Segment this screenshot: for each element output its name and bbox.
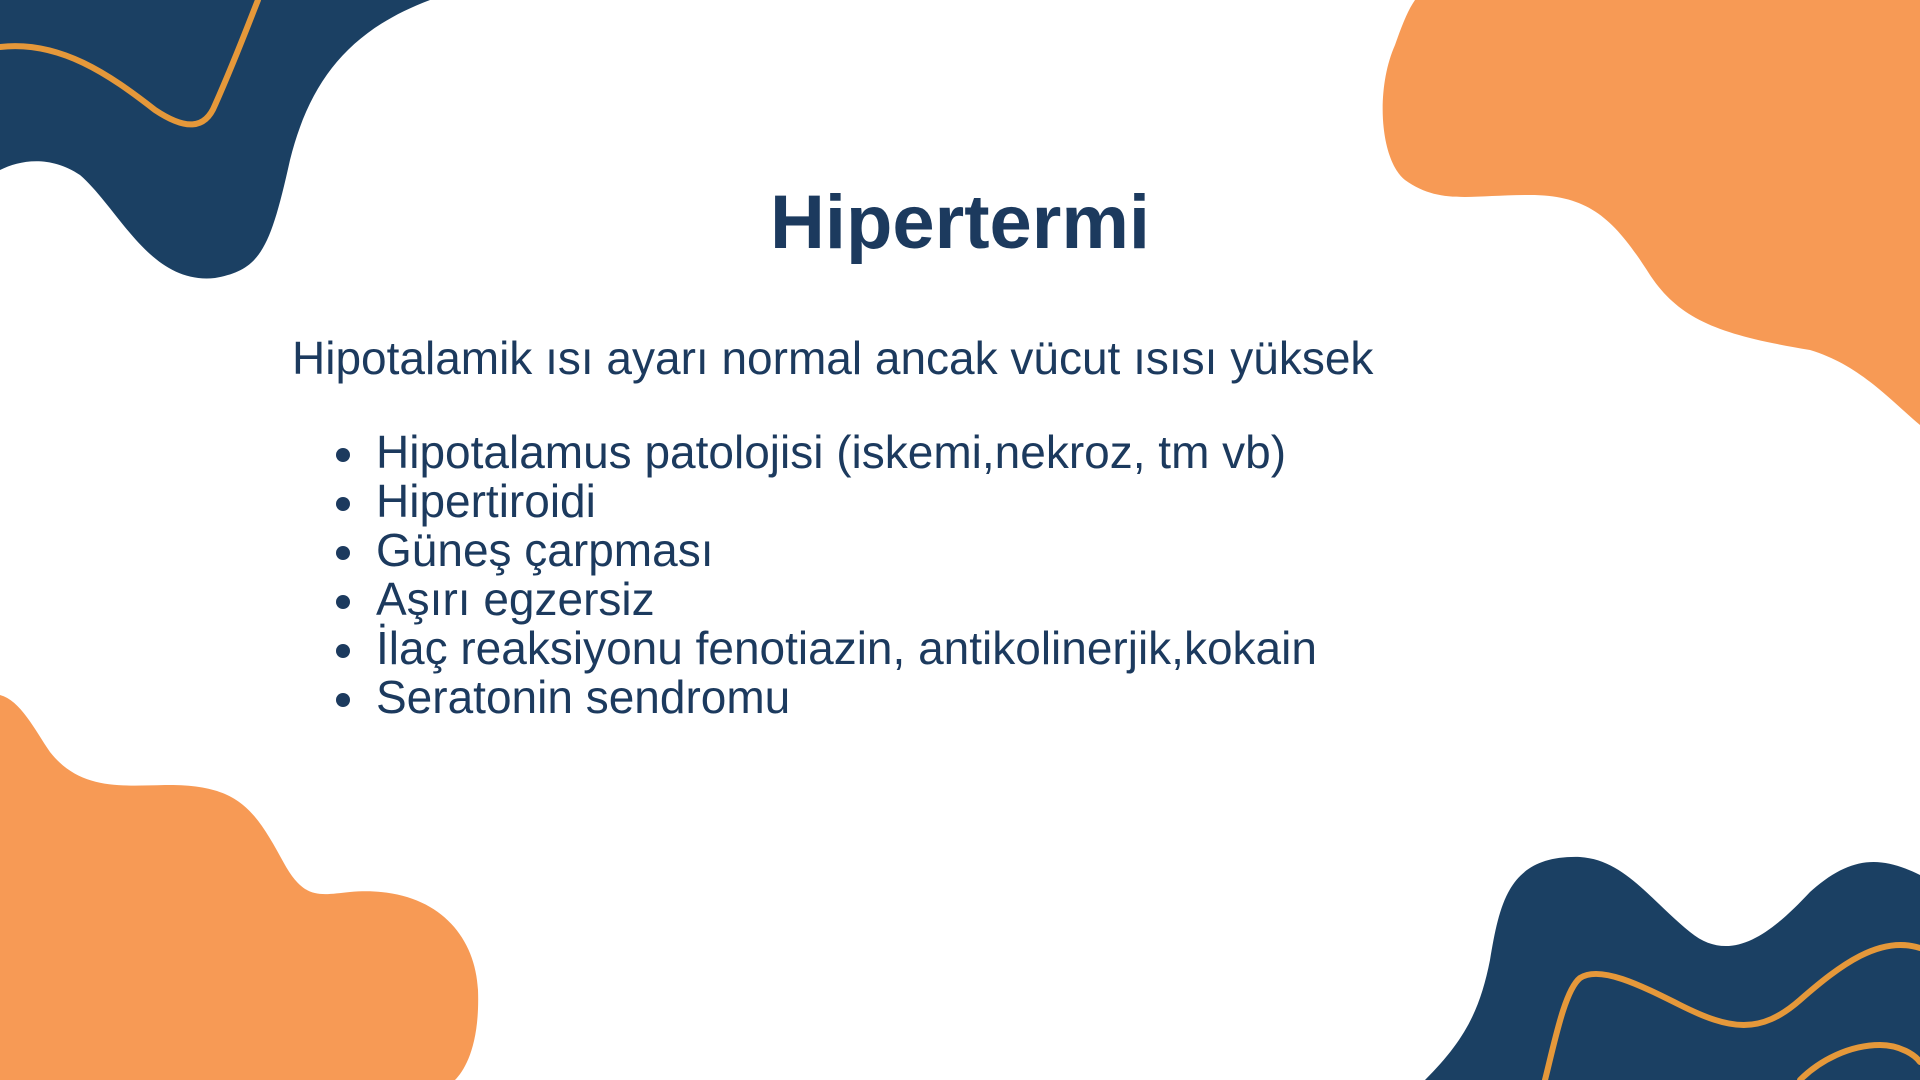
list-item xyxy=(376,624,1317,673)
list-item xyxy=(376,428,1317,477)
bullet-dot-icon xyxy=(336,595,350,609)
list-item xyxy=(376,575,1317,624)
bullet-dot-icon xyxy=(336,497,350,511)
bullet-dot-icon xyxy=(336,644,350,658)
list-item-text: Hipertiroidi xyxy=(376,475,596,527)
list-item-text: İlaç reaksiyonu fenotiazin, antikolinerjik,kokain xyxy=(376,622,1317,674)
bullet-dot-icon xyxy=(336,546,350,560)
list-item-text: Aşırı egzersiz xyxy=(376,573,655,625)
list-item xyxy=(376,526,1317,575)
list-item xyxy=(376,673,1317,722)
bullet-dot-icon xyxy=(336,693,350,707)
intro-text: Hipotalamik ısı ayarı normal ancak vücut ısısı yüksek xyxy=(292,332,1374,384)
list-item xyxy=(376,477,1317,526)
list-item-text: Seratonin sendromu xyxy=(376,671,791,723)
bottom-left-orange-blob xyxy=(0,695,478,1080)
bullet-list xyxy=(376,428,1317,722)
slide-title: Hipertermi xyxy=(769,180,1151,265)
bottom-right-navy-blob xyxy=(1425,857,1920,1080)
list-item-text: Hipotalamus patolojisi (iskemi,nekroz, tm vb) xyxy=(376,426,1287,478)
bullet-dot-icon xyxy=(336,448,350,462)
list-item-text: Güneş çarpması xyxy=(376,524,714,576)
